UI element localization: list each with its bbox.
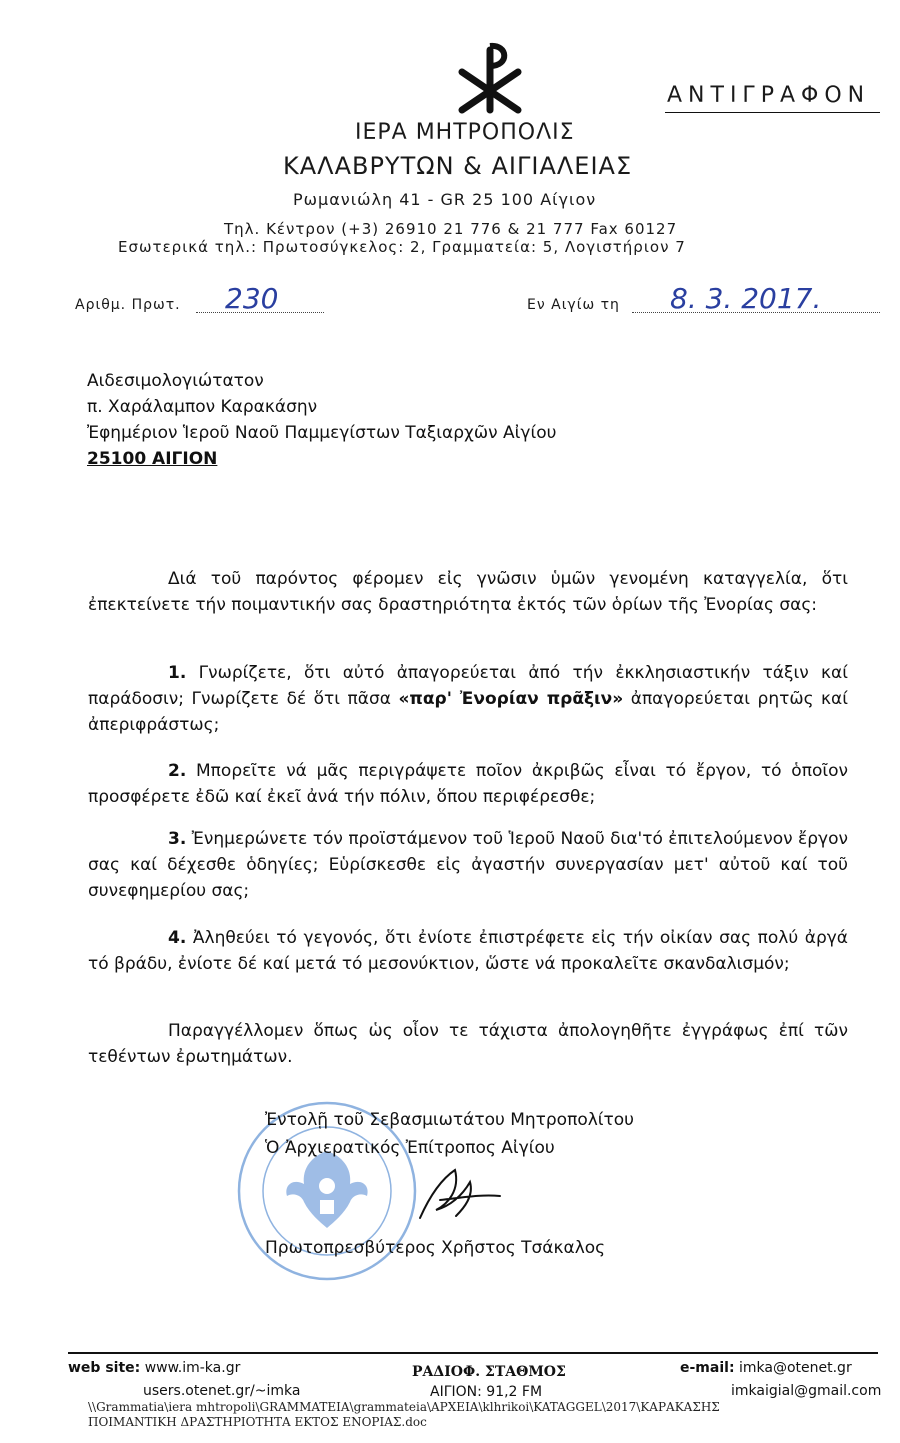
point-number: 3. [168, 829, 187, 849]
web-link-1[interactable]: www.im-ka.gr [144, 1360, 241, 1376]
chi-rho-icon [450, 38, 530, 116]
file-path: \\Grammatia\iera mhtropoli\GRAMMATEIA\grammateia\ΑΡΧΕΙΑ\klhrikoi\KATAGGEL\2017\ΚΑΡΑΚΑΣΗΣ ΠΟΙΜΑΝΤΙΚΗ ΔΡΑΣΤΗΡΙΟΤΗΤΑ ΕΚΤΟΣ ΕΝΟΡΙΑΣ.doc [88, 1400, 720, 1429]
org-address: Ρωμανιώλη 41 - GR 25 100 Αίγιον [293, 190, 597, 209]
recipient-role: Ἐφημέριον Ἱεροῦ Ναοῦ Παμμεγίστων Ταξιαρχῶν Αἰγίου [87, 423, 557, 443]
org-name-line1: ΙΕΡΑ ΜΗΤΡΟΠΟΛΙΣ [355, 120, 575, 145]
org-internal-phones: Εσωτερικά τηλ.: Πρωτοσύγκελος: 2, Γραμματεία: 5, Λογιστήριον 7 [118, 238, 686, 256]
footer-email [680, 1360, 852, 1376]
point-number: 2. [168, 761, 187, 781]
paragraph-point-3: 3. Ἐνημερώνετε τόν προϊστάμενον τοῦ Ἱεροῦ Ναοῦ δια'τό ἐπιτελούμενον ἔργον σας καί δέχεσθε ὁδηγίες; Εὑρίσκεσθε εἰς ἀγαστήν συνεργασίαν μετ' αὐτοῦ καί τοῦ συνεφημερίου σας; [88, 829, 848, 901]
recipient-title: Αιδεσιμολογιώτατον [87, 371, 264, 391]
recipient-name: π. Χαράλαμπον Καρακάσην [87, 397, 318, 417]
date-label: Εν Αιγίω τη [527, 297, 620, 313]
paragraph-point-2: 2. Μπορεῖτε νά μᾶς περιγράψετε ποῖον ἀκριβῶς εἶναι τό ἔργον, τό ὁποῖον προσφέρετε ἐδῶ καί ἐκεῖ ἀνά τήν πόλιν, ὅπου περιφέρεσθε; [88, 761, 848, 807]
protocol-label: Αριθμ. Πρωτ. [75, 297, 181, 313]
signatory-name: Πρωτοπρεσβύτερος Χρῆστος Τσάκαλος [265, 1238, 606, 1258]
email-link-1[interactable]: imka@otenet.gr [739, 1360, 852, 1376]
emphasis-text: «παρ' Ἐνορίαν πρᾶξιν» [398, 689, 624, 709]
signature-mandate: Ἐντολῇ τοῦ Σεβασμιωτάτου Μητροπολίτου [265, 1110, 635, 1130]
org-name-line2: ΚΑΛΑΒΡΥΤΩΝ & ΑΙΓΙΑΛΕΙΑΣ [283, 152, 633, 180]
org-phone: Τηλ. Κέντρον (+3) 26910 21 776 & 21 777 Fax 60127 [224, 220, 678, 238]
copy-mark: ΑΝΤΙΓΡΑΦΟΝ [667, 83, 871, 108]
recipient-city: 25100 ΑΙΓΙΟΝ [87, 449, 218, 469]
web-link-2[interactable]: users.otenet.gr/~imka [143, 1383, 301, 1399]
signature-role: Ὁ Ἀρχιερατικός Ἐπίτροπος Αἰγίου [265, 1138, 555, 1158]
point-number: 1. [168, 663, 187, 683]
radio-frequency: ΑΙΓΙΟΝ: 91,2 FM [430, 1384, 543, 1400]
protocol-number: 230 [225, 282, 279, 315]
email-label: e-mail: [680, 1360, 735, 1376]
paragraph-intro: Διά τοῦ παρόντος φέρομεν εἰς γνῶσιν ὑμῶν γενομένη καταγγελία, ὅτι ἐπεκτείνετε τήν ποιμαντικήν σας δραστηριότητα ἐκτός τῶν ὁρίων τῆς Ἐνορίας σας: [88, 569, 848, 615]
email-link-2[interactable]: imkaigial@gmail.com [731, 1383, 882, 1399]
web-label: web site: [68, 1360, 141, 1376]
radio-title: ΡΑΔΙΟΦ. ΣΤΑΘΜΟΣ [412, 1364, 566, 1380]
paragraph-point-1: 1. Γνωρίζετε, ὅτι αὐτό ἀπαγορεύεται ἀπό τήν ἐκκλησιαστικήν τάξιν καί παράδοσιν; Γνωρίζετε δέ ὅτι πᾶσα «παρ' Ἐνορίαν πρᾶξιν» ἀπαγορεύεται ρητῶς καί ἀπεριφράστως; [88, 663, 849, 735]
recipient-block [87, 368, 556, 472]
handwritten-signature [400, 1160, 510, 1230]
copy-mark-underline [665, 112, 880, 113]
point-number: 4. [168, 928, 187, 948]
paragraph-closing: Παραγγέλλομεν ὅπως ὡς οἷον τε τάχιστα ἀπολογηθῆτε ἐγγράφως ἐπί τῶν τεθέντων ἐρωτημάτων. [88, 1021, 848, 1067]
date-value: 8. 3. 2017. [670, 282, 822, 315]
footer-website [68, 1360, 240, 1376]
paragraph-point-4: 4. Ἀληθεύει τό γεγονός, ὅτι ἐνίοτε ἐπιστρέφετε εἰς τήν οἰκίαν σας πολύ ἀργά τό βράδυ, ἐνίοτε δέ καί μετά τό μεσονύκτιον, ὥστε νά προκαλεῖτε σκανδαλισμόν; [88, 928, 848, 974]
footer-divider [68, 1352, 878, 1354]
